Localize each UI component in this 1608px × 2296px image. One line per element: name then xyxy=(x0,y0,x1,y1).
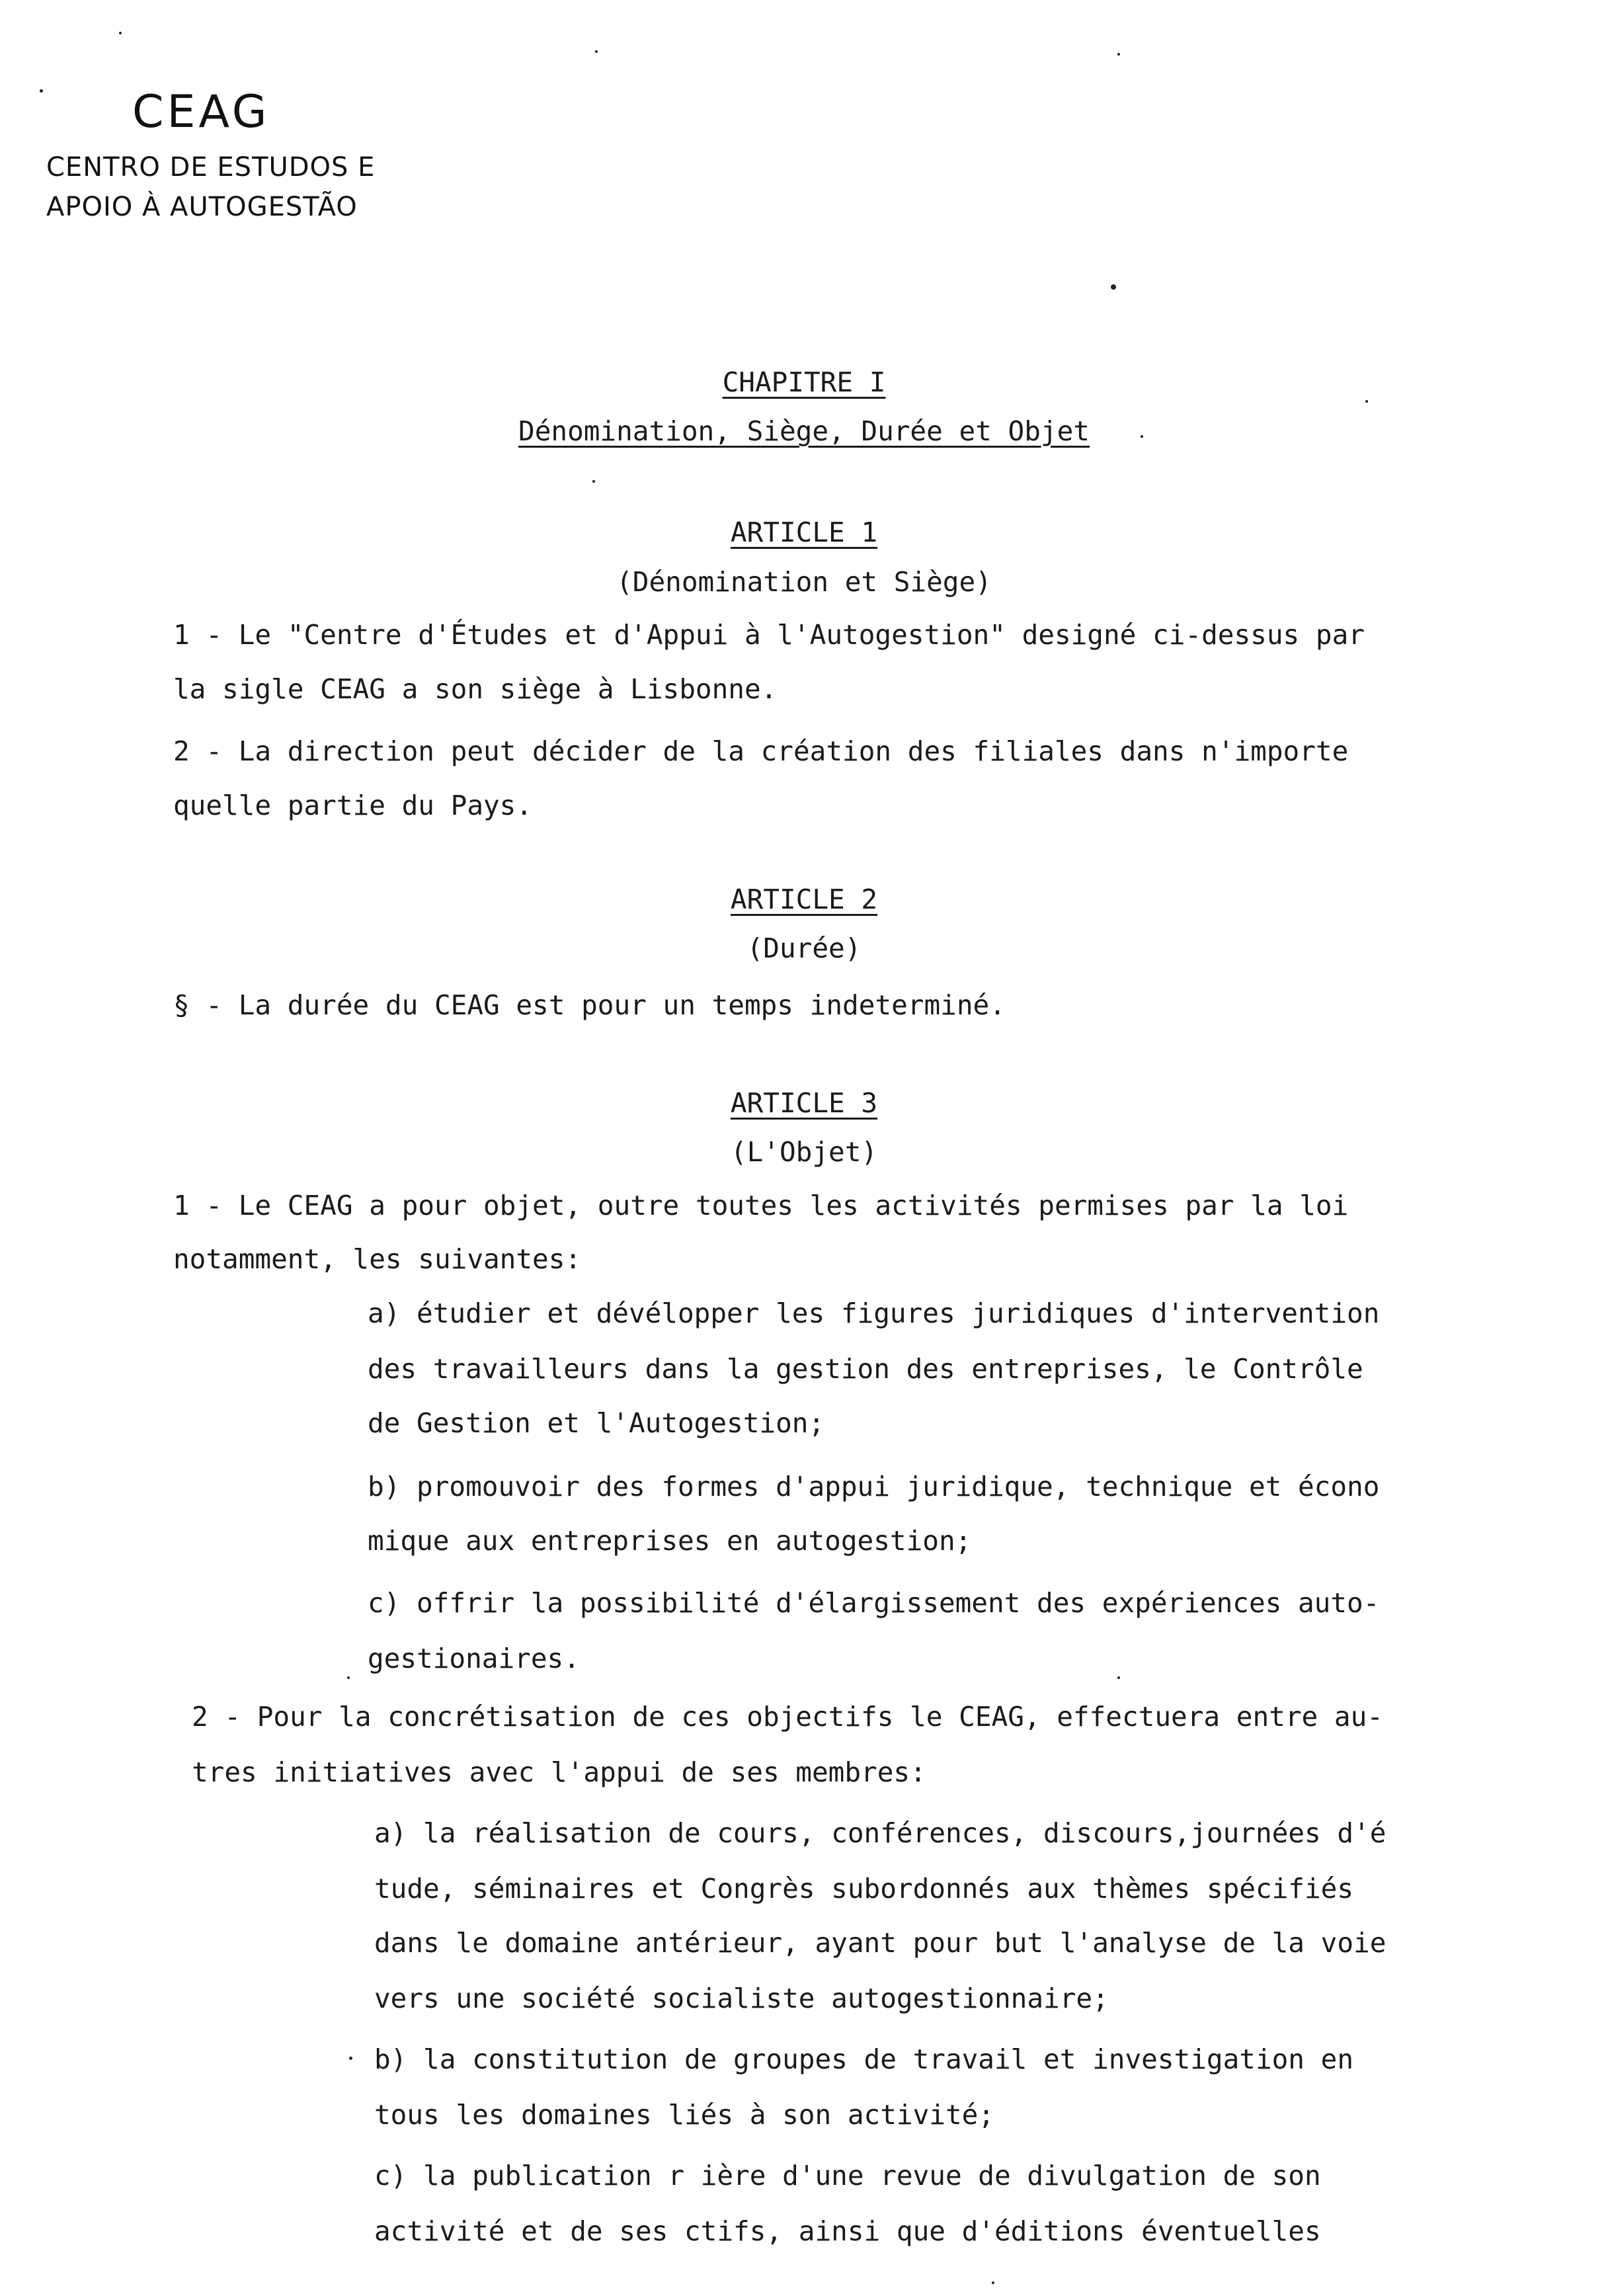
scan-speck xyxy=(347,1676,350,1679)
article-1-title: ARTICLE 1 xyxy=(730,516,878,548)
article-2-title: ARTICLE 2 xyxy=(730,883,878,915)
article-3-line: vers une société socialiste autogestionnaire; xyxy=(374,1983,1109,2014)
scan-speck xyxy=(1141,435,1143,438)
article-3-line: c) offrir la possibilité d'élargissement des expériences auto- xyxy=(368,1587,1380,1619)
article-1-line: la sigle CEAG a son siège à Lisbonne. xyxy=(173,673,778,705)
scan-speck xyxy=(1111,284,1116,290)
article-3-line: a) étudier et dévélopper les figures juridiques d'intervention xyxy=(368,1297,1380,1329)
article-1-subtitle: (Dénomination et Siège) xyxy=(616,566,992,598)
article-3-line: tous les domaines liés à son activité; xyxy=(374,2099,994,2131)
letterhead-name-line-2: APOIO À AUTOGESTÃO xyxy=(46,192,358,222)
article-1-line: quelle partie du Pays. xyxy=(173,790,533,821)
article-1-line: 2 - La direction peut décider de la création des filiales dans n'importe xyxy=(173,735,1349,767)
scan-speck xyxy=(119,32,122,34)
article-3-title: ARTICLE 3 xyxy=(730,1087,878,1119)
article-3-line: 2 - Pour la concrétisation de ces objectifs le CEAG, effectuera entre au- xyxy=(192,1701,1383,1733)
article-1-line: 1 - Le "Centre d'Études et d'Appui à l'Autogestion" designé ci-dessus par xyxy=(173,619,1365,651)
article-2-subtitle: (Durée) xyxy=(746,932,862,964)
article-3-line: tude, séminaires et Congrès subordonnés aux thèmes spécifiés xyxy=(374,1873,1354,1905)
article-2-line: § - La durée du CEAG est pour un temps indeterminé. xyxy=(173,989,1006,1021)
scan-speck xyxy=(1117,53,1120,56)
article-3-line: de Gestion et l'Autogestion; xyxy=(368,1407,825,1439)
article-3-line: notamment, les suivantes: xyxy=(173,1243,582,1275)
article-3-line: c) la publication r ière d'une revue de divulgation de son xyxy=(374,2160,1321,2192)
article-3-line: a) la réalisation de cours, conférences, discours,journées d'é xyxy=(374,1817,1387,1849)
chapter-title: CHAPITRE I xyxy=(722,366,886,398)
article-3-line: tres initiatives avec l'appui de ses membres: xyxy=(192,1756,926,1788)
article-3-line: activité et de ses ctifs, ainsi que d'éditions éventuelles xyxy=(374,2215,1321,2247)
scan-speck xyxy=(349,2057,352,2060)
scan-speck xyxy=(1365,400,1368,403)
article-3-line: dans le domaine antérieur, ayant pour but l'analyse de la voie xyxy=(374,1927,1387,1959)
letterhead-name-line-1: CENTRO DE ESTUDOS E xyxy=(46,152,376,183)
article-3-line: gestionaires. xyxy=(368,1643,580,1674)
scan-speck xyxy=(992,2281,994,2284)
article-3-line: des travailleurs dans la gestion des entreprises, le Contrôle xyxy=(368,1353,1363,1385)
scan-speck xyxy=(40,89,43,93)
chapter-subtitle: Dénomination, Siège, Durée et Objet xyxy=(518,415,1090,447)
article-3-line: mique aux entreprises en autogestion; xyxy=(368,1525,972,1557)
letterhead-acronym: CEAG xyxy=(132,86,270,138)
scan-speck xyxy=(1117,1676,1120,1679)
article-3-line: b) la constitution de groupes de travail et investigation en xyxy=(374,2043,1354,2075)
scan-speck xyxy=(592,480,595,483)
article-3-line: b) promouvoir des formes d'appui juridique, technique et écono xyxy=(368,1471,1380,1502)
article-3-line: 1 - Le CEAG a pour objet, outre toutes les activités permises par la loi xyxy=(173,1190,1349,1221)
scan-speck xyxy=(595,50,598,53)
article-3-subtitle: (L'Objet) xyxy=(730,1136,878,1168)
